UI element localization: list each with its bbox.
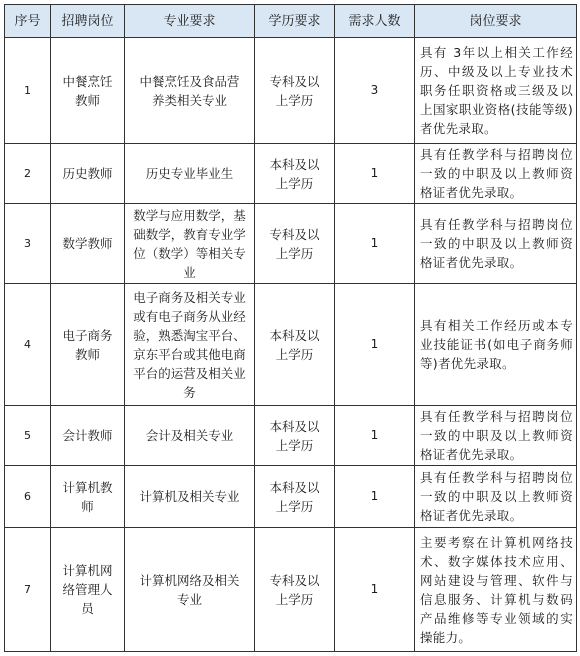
row-position: 会计教师: [51, 406, 125, 466]
row-major: 会计及相关专业: [125, 406, 255, 466]
row-education: 本科及以上学历: [255, 144, 335, 204]
row-position: 电子商务教师: [51, 284, 125, 406]
row-requirements: 具有任教学科与招聘岗位一致的中职及以上教师资格证者优先录取。: [415, 144, 577, 204]
row-requirements: 具有任教学科与招聘岗位一致的中职及以上教师资格证者优先录取。: [415, 204, 577, 284]
row-index: 4: [5, 284, 51, 406]
row-major: 历史专业毕业生: [125, 144, 255, 204]
row-requirements: 具有相关工作经历或本专业技能证书(如电子商务师等)者优先录取。: [415, 284, 577, 406]
header-index: 序号: [5, 5, 51, 38]
row-requirements: 具有任教学科与招聘岗位一致的中职及以上教师资格证者优先录取。: [415, 406, 577, 466]
header-headcount: 需求人数: [335, 5, 415, 38]
row-index: 6: [5, 466, 51, 528]
table-row: [5, 406, 577, 466]
row-position: 计算机教师: [51, 466, 125, 528]
recruitment-table: [4, 4, 577, 652]
row-index: 2: [5, 144, 51, 204]
row-index: 7: [5, 528, 51, 652]
row-major: 计算机及相关专业: [125, 466, 255, 528]
row-education: 本科及以上学历: [255, 466, 335, 528]
row-headcount: 1: [335, 144, 415, 204]
table-row: [5, 466, 577, 528]
row-major: 计算机网络及相关专业: [125, 528, 255, 652]
header-position: 招聘岗位: [51, 5, 125, 38]
row-major: 中餐烹饪及食品营养类相关专业: [125, 38, 255, 144]
row-education: 本科及以上学历: [255, 284, 335, 406]
header-requirements: 岗位要求: [415, 5, 577, 38]
header-major: 专业要求: [125, 5, 255, 38]
table-row: [5, 204, 577, 284]
header-row: [5, 5, 577, 38]
row-requirements: 具有任教学科与招聘岗位一致的中职及以上教师资格证者优先录取。: [415, 466, 577, 528]
row-education: 专科及以上学历: [255, 38, 335, 144]
row-headcount: 1: [335, 204, 415, 284]
table-row: [5, 38, 577, 144]
row-position: 历史教师: [51, 144, 125, 204]
row-headcount: 1: [335, 406, 415, 466]
row-position: 数学教师: [51, 204, 125, 284]
row-requirements: 主要考察在计算机网络技术、数字媒体技术应用、网站建设与管理、软件与信息服务、计算机与数码产品维修等专业领域的实操能力。: [415, 528, 577, 652]
header-education: 学历要求: [255, 5, 335, 38]
row-major: 电子商务及相关专业或有电子商务从业经验，熟悉淘宝平台、京东平台或其他电商平台的运营及相关业务: [125, 284, 255, 406]
row-position: 计算机网络管理人员: [51, 528, 125, 652]
row-major: 数学与应用数学，基础数学，教育专业学位（数学）等相关专业: [125, 204, 255, 284]
row-education: 专科及以上学历: [255, 204, 335, 284]
row-index: 3: [5, 204, 51, 284]
row-index: 1: [5, 38, 51, 144]
row-education: 本科及以上学历: [255, 406, 335, 466]
row-headcount: 3: [335, 38, 415, 144]
table-row: [5, 144, 577, 204]
row-education: 专科及以上学历: [255, 528, 335, 652]
table-row: [5, 284, 577, 406]
row-headcount: 1: [335, 284, 415, 406]
table-row: [5, 528, 577, 652]
row-requirements: 具有 3年以上相关工作经历、中级及以上专业技术职务任职资格或三级及以上国家职业资格(技能等级)者优先录取。: [415, 38, 577, 144]
row-position: 中餐烹饪教师: [51, 38, 125, 144]
row-index: 5: [5, 406, 51, 466]
row-headcount: 1: [335, 528, 415, 652]
row-headcount: 1: [335, 466, 415, 528]
